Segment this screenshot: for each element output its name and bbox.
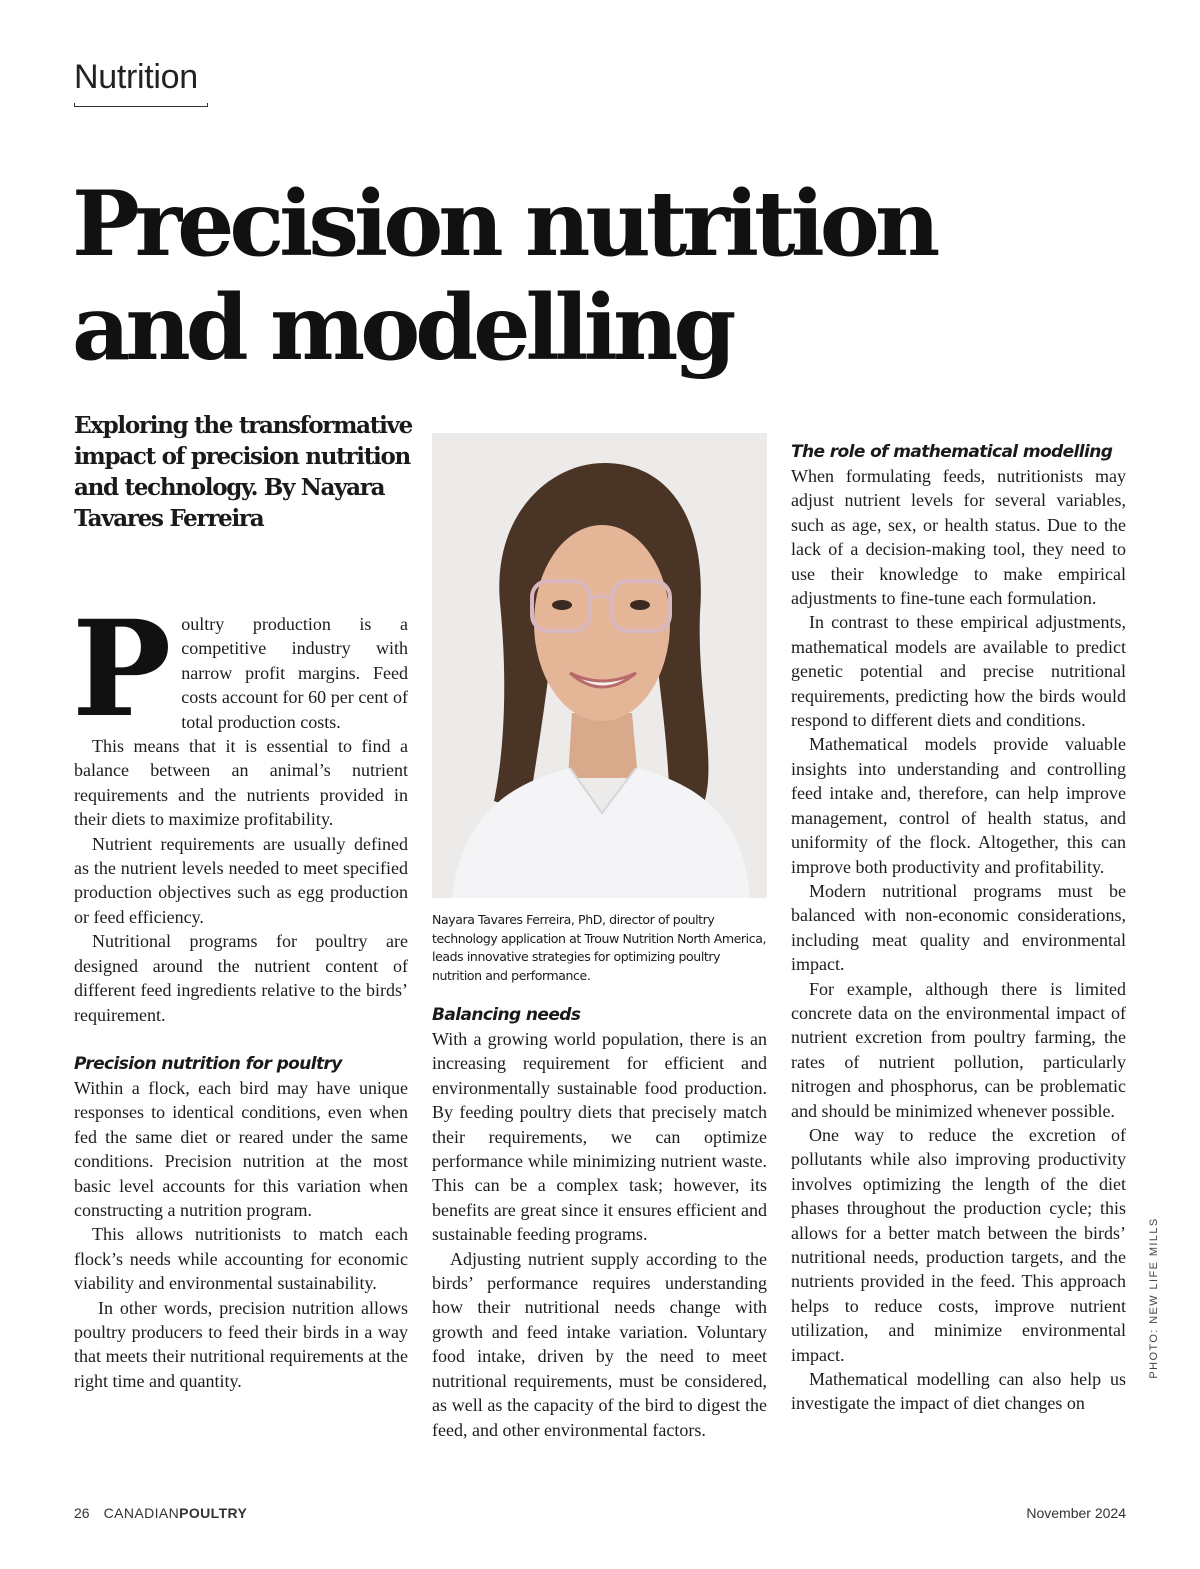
paragraph: For example, although there is limited concrete data on the environmental impact of nutrient excretion from poultry farming, the rates of nutrient pollution, particularly nitrogen and phosphorus, can be problematic and should be minimized whenever possible. xyxy=(791,978,1126,1121)
headline xyxy=(72,172,1172,380)
paragraph: This means that it is essential to find a balance between an animal’s nutrient requirements and the nutrients provided in their diets to maximize profitability. xyxy=(74,736,408,830)
paragraph: In contrast to these empirical adjustments, mathematical models are available to predict genetic potential and precise nutritional requirements, predicting how the birds would respond to different diets and conditions. xyxy=(791,612,1126,731)
footer-folio xyxy=(74,1505,247,1521)
paragraph: Within a flock, each bird may have unique responses to identical conditions, even when fed the same diet or reared under the same conditions. Precision nutrition at the most basic level accounts for this variation when constructing a nutrition program. xyxy=(74,1077,408,1220)
issue-date: November 2024 xyxy=(1026,1505,1126,1521)
photo-credit-text: PHOTO: NEW LIFE MILLS xyxy=(1148,1217,1160,1379)
paragraph: In other words, precision nutrition allows poultry producers to feed their birds in a way that meets their nutritional requirements at the right time and quantity. xyxy=(74,1297,408,1391)
headline-line-1: Precision nutrition xyxy=(72,171,936,277)
deck-text: Exploring the transformative impact of precision nutrition and technology. xyxy=(74,412,412,501)
paragraph: Mathematical models provide valuable insights into understanding and controlling feed intake and, therefore, can help improve management, control of health status, and uniformity of the flock. Altogether, this can improve both productivity and profitability. xyxy=(791,734,1126,877)
paragraph: When formulating feeds, nutritionists may adjust nutrient levels for several variables, such as age, sex, or health status. Due to the lack of a decision-making tool, they need to use their knowledge to make empirical adjustments to fine-tune each formulation. xyxy=(791,466,1126,609)
paragraph: Nutrient requirements are usually defined as the nutrient levels needed to meet specified production objectives such as egg production or feed efficiency. xyxy=(74,833,408,927)
paragraph: This allows nutritionists to match each flock’s needs while accounting for economic viability and environmental sustainability. xyxy=(74,1224,408,1294)
photo-caption: Nayara Tavares Ferreira, PhD, director of poultry technology application at Trouw Nutrition North America, leads innovative strategies for optimizing poultry nutrition and performance. xyxy=(432,912,767,983)
photo-credit xyxy=(1148,1138,1160,1458)
publication-name-part-1: CANADIAN xyxy=(103,1505,180,1521)
portrait-illustration xyxy=(432,433,767,898)
paragraph: Modern nutritional programs must be balanced with non-economic considerations, including meat quality and environmental impact. xyxy=(791,880,1126,975)
article-column-2 xyxy=(432,1003,767,1442)
page-number: 26 xyxy=(74,1505,90,1521)
paragraph: Mathematical modelling can also help us investigate the impact of diet changes on xyxy=(791,1369,1126,1414)
article-column-1 xyxy=(72,592,408,1393)
section-label: Nutrition xyxy=(74,58,198,96)
article-column-3 xyxy=(791,440,1126,1416)
section-rule xyxy=(74,106,208,107)
subhead-precision-nutrition: Precision nutrition for poultry xyxy=(74,1053,342,1074)
author-photo xyxy=(432,433,767,898)
paragraph: Nutritional programs for poultry are designed around the nutrient content of different feed ingredients relative to the birds’ requirement. xyxy=(74,931,408,1025)
paragraph: With a growing world population, there is an increasing requirement for efficient and environmentally sustainable food production. By feeding poultry diets that precisely match their requirements, we can optimize performance while minimizing nutrient waste. This can be a complex task; however, its benefits are great since it ensures efficient and sustainable feeding programs. xyxy=(432,1029,767,1245)
drop-cap: P xyxy=(72,592,172,747)
lead-paragraph xyxy=(72,592,408,747)
lead-text: oultry production is a competitive industry with narrow profit margins. Feed costs account for 60 per cent of total production costs. xyxy=(181,614,408,732)
paragraph: Adjusting nutrient supply according to the birds’ performance requires understanding how their nutritional needs change with growth and feed intake variation. Voluntary food intake, driven by the need to meet nutritional requirements, must be considered, as well as the capacity of the bird to digest the feed, and other environmental factors. xyxy=(432,1248,767,1440)
subhead-balancing-needs: Balancing needs xyxy=(432,1005,581,1025)
subhead-mathematical-modelling: The role of mathematical modelling xyxy=(791,442,1113,462)
deck xyxy=(74,410,414,534)
byline: By Nayara Tavares Ferreira xyxy=(74,474,385,532)
headline-line-2: and modelling xyxy=(72,275,732,381)
paragraph: One way to reduce the excretion of pollutants while also improving productivity involves optimizing the length of the diet phases throughout the production cycle; this allows for a better match between the birds’ nutritional needs, production targets, and the nutrients provided in the feed. This approach helps to reduce costs, improve nutrient utilization, and minimize environmental impact. xyxy=(791,1124,1126,1365)
publication-name-part-2: POULTRY xyxy=(179,1505,248,1521)
